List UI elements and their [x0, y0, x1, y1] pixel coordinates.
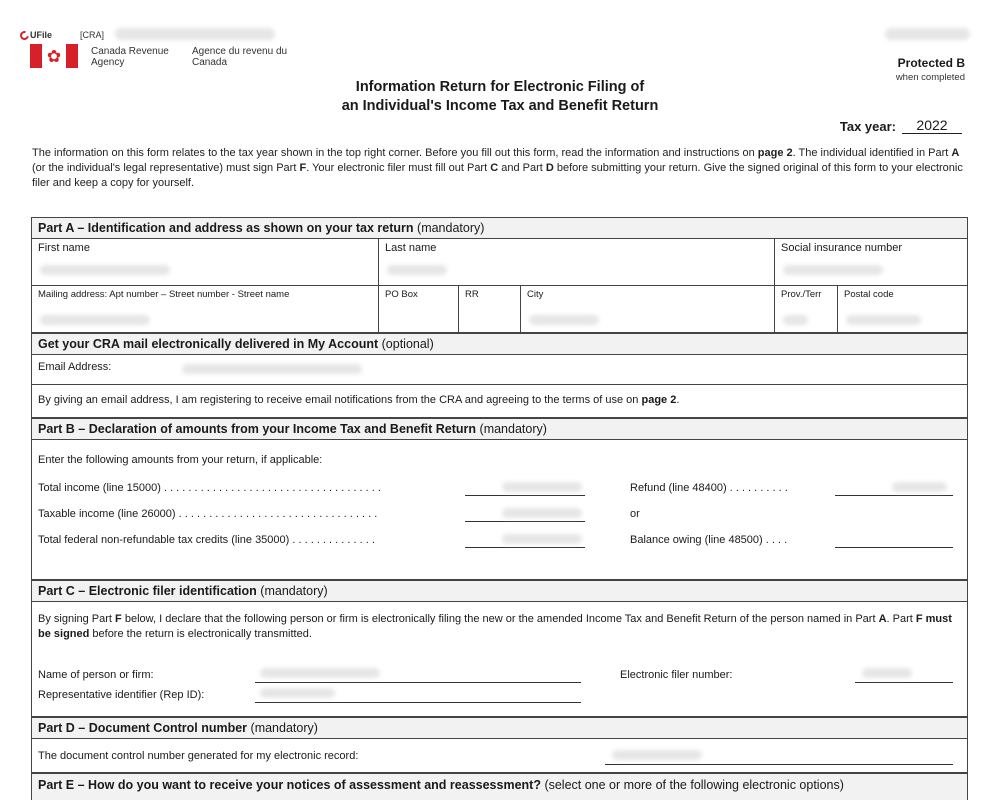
ufile-logo-icon: [18, 29, 30, 41]
redacted-value: [502, 482, 582, 492]
city-label: City: [527, 289, 544, 300]
rep-id-label: Representative identifier (Rep ID):: [38, 689, 205, 701]
tax-year: [840, 117, 962, 134]
part-c-title: Part C – Electronic filer identification: [38, 584, 257, 598]
rr-field[interactable]: [459, 286, 521, 332]
intro-bold: D: [545, 162, 554, 174]
decl-bold: F: [115, 613, 122, 625]
intro-segment: before submitting your return. Give the signed original of this form to your electronic filer and keep a copy for yourself.: [32, 162, 963, 189]
protected-title: Protected B: [897, 56, 965, 70]
redacted-value: [182, 364, 362, 374]
first-name-field[interactable]: [32, 239, 379, 285]
part-d-body: [32, 739, 967, 773]
credits-label: Total federal non-refundable tax credits (line 35000) . . . . . . . . . . . . . .: [38, 534, 375, 546]
total-income-field[interactable]: [465, 495, 585, 496]
postal-code-label: Postal code: [844, 289, 894, 300]
intro-text: [32, 146, 967, 191]
canada-flag-icon: ✿: [30, 44, 78, 68]
redacted-value: [862, 668, 912, 678]
taxable-income-field[interactable]: [465, 521, 585, 522]
rr-label: RR: [465, 289, 479, 300]
redacted-value: [40, 315, 150, 325]
redacted-value: [260, 688, 335, 698]
redacted-header-right: [885, 28, 970, 40]
dcn-label: The document control number generated for my electronic record:: [38, 750, 359, 762]
part-e-title: Part E – How do you want to receive your notices of assessment and reassessment?: [38, 778, 541, 792]
province-field[interactable]: [775, 286, 838, 332]
form-title-line2: an Individual's Income Tax and Benefit Return: [341, 98, 659, 114]
redacted-value: [892, 482, 947, 492]
intro-bold: page 2: [757, 147, 793, 159]
part-c-note: (mandatory): [260, 584, 328, 598]
ufile-logo-text: UFile: [30, 30, 53, 40]
tax-year-label: Tax year:: [839, 119, 896, 134]
balance-field[interactable]: [835, 547, 953, 548]
redacted-header: [115, 28, 275, 40]
decl-bold: must be signed: [38, 613, 952, 640]
email-label: Email Address:: [38, 361, 112, 373]
part-a-note: (mandatory): [417, 221, 485, 235]
intro-segment: (or the individual's legal representative) must sign Part: [32, 162, 300, 174]
protected-label: [896, 56, 965, 83]
part-c-body: [32, 602, 967, 717]
intro-segment: . The individual identified in Part: [792, 147, 952, 159]
cra-tag: [CRA]: [80, 30, 105, 40]
mail-header: [32, 333, 967, 355]
decl-segment: By signing Part: [38, 613, 116, 625]
filer-number-field[interactable]: [855, 682, 953, 683]
sin-label: Social insurance number: [781, 242, 903, 254]
intro-bold: C: [490, 162, 499, 174]
last-name-label: Last name: [385, 242, 437, 254]
intro-bold: F: [299, 162, 307, 174]
mailing-address-label: Mailing address: Apt number – Street number - Street name: [38, 289, 290, 300]
part-b-amounts: [32, 440, 967, 580]
city-field[interactable]: [521, 286, 775, 332]
form-body: [31, 217, 968, 800]
agency-name-en: Canada Revenue Agency: [91, 46, 169, 68]
firm-name-field[interactable]: [255, 682, 581, 683]
email-row[interactable]: [32, 355, 967, 385]
form-title-line1: Information Return for Electronic Filing of: [355, 79, 645, 95]
decl-segment: . Part: [886, 613, 916, 625]
dcn-field[interactable]: [605, 764, 953, 765]
redacted-value: [529, 315, 599, 325]
refund-label: Refund (line 48400) . . . . . . . . . .: [630, 482, 788, 494]
balance-label: Balance owing (line 48500) . . . .: [630, 534, 788, 546]
protected-subtitle: when completed: [895, 72, 965, 83]
province-label: Prov./Terr: [781, 289, 822, 300]
total-income-label: Total income (line 15000) . . . . . . . . . . . . . . . . . . . . . . . . . . . . . . . . . . . .: [38, 482, 381, 494]
po-box-field[interactable]: [379, 286, 459, 332]
po-box-label: PO Box: [385, 289, 418, 300]
decl-bold: F: [915, 613, 923, 625]
consent-text: By giving an email address, I am registering to receive email notifications from the CRA and agreeing to the terms of use on: [38, 394, 642, 406]
redacted-value: [783, 315, 808, 325]
amounts-instructions: Enter the following amounts from your return, if applicable:: [38, 454, 323, 466]
part-a-name-row: [32, 239, 967, 286]
refund-field[interactable]: [835, 495, 953, 496]
firm-name-label: Name of person or firm:: [38, 669, 154, 681]
consent-end: .: [676, 394, 680, 406]
ufile-logo: [20, 30, 52, 40]
credits-field[interactable]: [465, 547, 585, 548]
redacted-value: [846, 315, 921, 325]
or-label: or: [630, 508, 640, 520]
part-b-title: Part B – Declaration of amounts from your Income Tax and Benefit Return: [38, 422, 477, 436]
part-d-title: Part D – Document Control number: [38, 721, 248, 735]
redacted-value: [502, 508, 582, 518]
filer-declaration: [38, 612, 953, 642]
part-e-note: (select one or more of the following electronic options): [544, 778, 844, 792]
consent-bold: page 2: [641, 394, 677, 406]
redacted-value: [387, 265, 447, 275]
decl-segment: below, I declare that the following person or firm is electronically filing the new or the amended Income Tax and Benefit Return of the person named in Part: [121, 613, 879, 625]
redacted-value: [260, 668, 380, 678]
postal-code-field[interactable]: [838, 286, 967, 332]
mail-note: (optional): [381, 337, 434, 351]
part-e-header: [32, 773, 967, 800]
redacted-value: [783, 265, 883, 275]
redacted-value: [40, 265, 170, 275]
redacted-value: [502, 534, 582, 544]
last-name-field[interactable]: [379, 239, 775, 285]
first-name-label: First name: [38, 242, 90, 254]
sin-field[interactable]: [775, 239, 967, 285]
part-b-note: (mandatory): [479, 422, 547, 436]
agency-name-fr: Agence du revenu du Canada: [192, 46, 288, 68]
part-d-note: (mandatory): [250, 721, 318, 735]
intro-segment: and Part: [498, 162, 546, 174]
part-b-header: [32, 418, 967, 440]
part-a-address-row: [32, 286, 967, 333]
part-d-header: [32, 717, 967, 739]
intro-bold: A: [951, 147, 960, 159]
redacted-value: [612, 750, 702, 760]
intro-segment: The information on this form relates to the tax year shown in the top right corner. Before you fill out this form, read the information and instructions on: [32, 147, 758, 159]
part-a-title: Part A – Identification and address as shown on your tax return: [38, 221, 414, 235]
taxable-income-label: Taxable income (line 26000) . . . . . . . . . . . . . . . . . . . . . . . . . . . . . . . . .: [38, 508, 378, 520]
filer-number-label: Electronic filer number:: [620, 669, 733, 681]
part-a-header: [32, 218, 967, 239]
rep-id-field[interactable]: [255, 702, 581, 703]
mail-title: Get your CRA mail electronically delivered in My Account: [38, 337, 379, 351]
email-consent: [32, 385, 967, 418]
decl-segment: before the return is electronically transmitted.: [89, 628, 312, 640]
form-title: [300, 78, 700, 116]
mailing-address-field[interactable]: [32, 286, 379, 332]
intro-segment: . Your electronic filer must fill out Part: [306, 162, 491, 174]
part-c-header: [32, 580, 967, 602]
decl-bold: A: [878, 613, 887, 625]
tax-year-value: 2022: [902, 117, 962, 134]
